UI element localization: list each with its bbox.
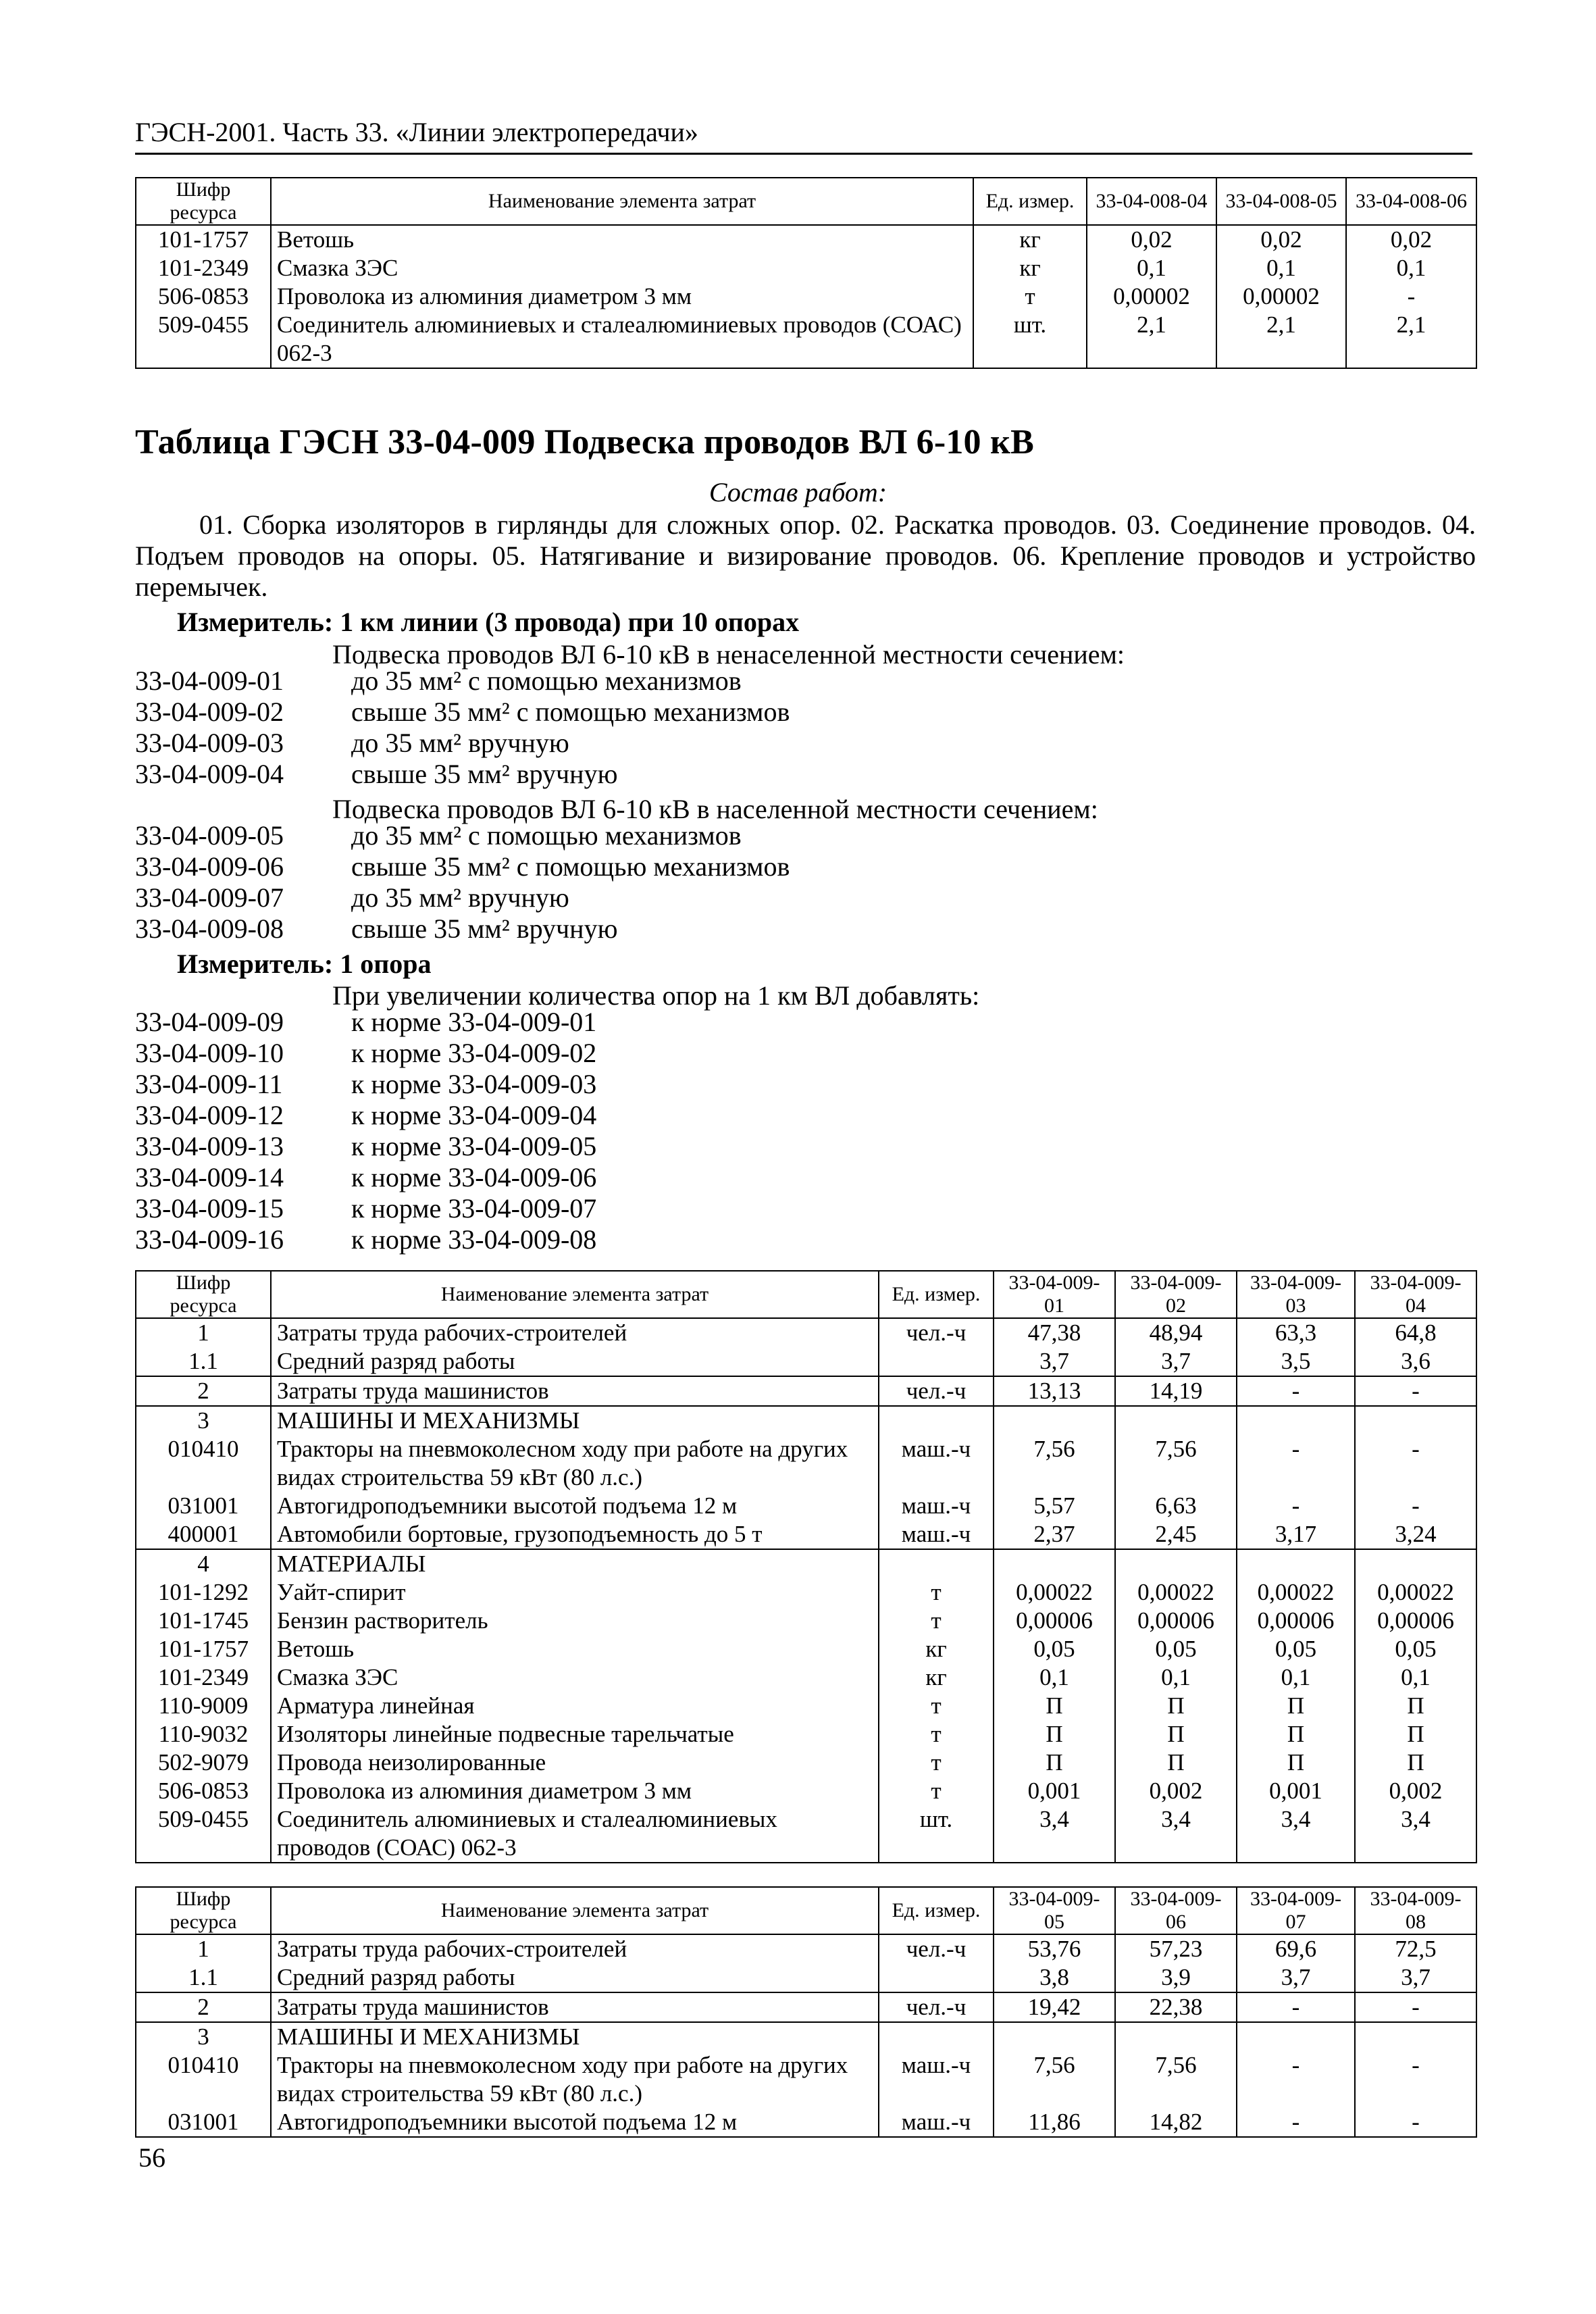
header-col: 33-04-009-02	[1115, 1271, 1237, 1318]
cell-code: 101-1292	[136, 1578, 271, 1607]
spec-item	[135, 913, 617, 945]
cell-value: 14,19	[1115, 1376, 1237, 1406]
work-description: 01. Сборка изоляторов в гирлянды для сложных опор. 02. Раскатка проводов. 03. Соединение проводов. 04. Подъем проводов на опоры. 05. Натягивание и визирование проводов. 06. Крепление проводов и устройство перемычек.	[135, 509, 1476, 602]
cell-value: 0,02	[1216, 225, 1346, 254]
cell-name: МАШИНЫ И МЕХАНИЗМЫ	[271, 1406, 879, 1435]
cell-unit: шт.	[973, 311, 1087, 368]
spec-text: к норме 33-04-009-05	[351, 1131, 597, 1161]
cell-value: 0,001	[994, 1777, 1115, 1805]
cell-unit	[879, 1963, 994, 1992]
cell-name: Проволока из алюминия диаметром 3 мм	[271, 1777, 879, 1805]
table-row	[136, 1635, 1476, 1663]
cell-value	[1115, 2022, 1237, 2051]
cell-value: 14,82	[1115, 2108, 1237, 2137]
cell-name: Изоляторы линейные подвесные тарельчатые	[271, 1720, 879, 1749]
cell-value: 7,56	[1115, 1435, 1237, 1492]
cell-unit	[879, 2022, 994, 2051]
cell-value: 2,1	[1216, 311, 1346, 368]
work-caption: Состав работ:	[709, 477, 887, 507]
spec-text: свыше 35 мм² с помощью механизмов	[351, 697, 790, 727]
cell-code: 506-0853	[136, 1777, 271, 1805]
cell-code: 101-2349	[136, 1663, 271, 1692]
cell-unit: т	[879, 1749, 994, 1777]
table-row	[136, 1578, 1476, 1607]
cell-value: 0,1	[1115, 1663, 1237, 1692]
spec-code: 33-04-009-15	[135, 1193, 284, 1224]
cell-value: 7,56	[994, 2051, 1115, 2108]
spec-code: 33-04-009-10	[135, 1038, 284, 1068]
cell-value: 0,1	[1355, 1663, 1476, 1692]
cell-unit: т	[973, 282, 1087, 311]
cell-unit: кг	[879, 1663, 994, 1692]
spec-code: 33-04-009-16	[135, 1224, 284, 1255]
cell-unit: чел.-ч	[879, 1992, 994, 2022]
cell-value: П	[1237, 1720, 1355, 1749]
cell-unit	[879, 1406, 994, 1435]
cell-unit: т	[879, 1720, 994, 1749]
spec-code: 33-04-009-09	[135, 1007, 284, 1037]
table-row	[136, 1720, 1476, 1749]
table-row	[136, 1934, 1476, 1963]
cell-name: Тракторы на пневмоколесном ходу при работе на других видах строительства 59 кВт (80 л.с.)	[271, 1435, 879, 1492]
cell-name: МАШИНЫ И МЕХАНИЗМЫ	[271, 2022, 879, 2051]
spec-item	[135, 1007, 596, 1038]
spec-text: до 35 мм² с помощью механизмов	[351, 665, 742, 696]
cell-value: П	[994, 1692, 1115, 1720]
header-col: 33-04-009-04	[1355, 1271, 1476, 1318]
cell-code: 509-0455	[136, 1805, 271, 1863]
cell-code: 031001	[136, 2108, 271, 2137]
header-col: 33-04-009-06	[1115, 1887, 1237, 1934]
cell-value: 2,1	[1346, 311, 1476, 368]
cell-value: 7,56	[994, 1435, 1115, 1492]
cell-unit: т	[879, 1607, 994, 1635]
header-col: 33-04-009-05	[994, 1887, 1115, 1934]
spec-item	[135, 1193, 596, 1224]
cell-value: -	[1237, 1435, 1355, 1492]
cell-unit: т	[879, 1777, 994, 1805]
cell-value: П	[1355, 1720, 1476, 1749]
cell-code: 3	[136, 1406, 271, 1435]
group-heading: Подвеска проводов ВЛ 6-10 кВ в ненаселенной местности сечением:	[332, 639, 1125, 670]
cell-value: 0,00006	[1115, 1607, 1237, 1635]
meter-heading: Измеритель: 1 км линии (3 провода) при 10 опорах	[177, 607, 800, 637]
table-row	[136, 1435, 1476, 1492]
resource-table-009-a	[135, 1270, 1477, 1863]
cell-name: Средний разряд работы	[271, 1347, 879, 1376]
cell-value: 47,38	[994, 1318, 1115, 1347]
cell-code: 031001	[136, 1492, 271, 1520]
table-row	[136, 1549, 1476, 1578]
cell-unit: маш.-ч	[879, 1492, 994, 1520]
cell-name: Соединитель алюминиевых и сталеалюминиевых проводов (СОАС) 062-3	[271, 1805, 879, 1863]
cell-value: 0,02	[1346, 225, 1476, 254]
cell-name: Соединитель алюминиевых и сталеалюминиевых проводов (СОАС) 062-3	[271, 311, 973, 368]
cell-code: 110-9009	[136, 1692, 271, 1720]
cell-name: Затраты труда машинистов	[271, 1376, 879, 1406]
cell-code: 1	[136, 1318, 271, 1347]
cell-value: 0,05	[1115, 1635, 1237, 1663]
spec-item	[135, 1131, 596, 1162]
cell-value: 13,13	[994, 1376, 1115, 1406]
cell-value: -	[1355, 1435, 1476, 1492]
cell-value: 0,002	[1115, 1777, 1237, 1805]
spec-code: 33-04-009-11	[135, 1069, 283, 1099]
spec-item	[135, 697, 790, 728]
cell-value: П	[1115, 1692, 1237, 1720]
cell-value	[994, 1549, 1115, 1578]
cell-name: Арматура линейная	[271, 1692, 879, 1720]
spec-item	[135, 759, 617, 790]
cell-value	[1237, 2022, 1355, 2051]
cell-value: 2,37	[994, 1520, 1115, 1549]
spec-text: до 35 мм² вручную	[351, 882, 569, 913]
cell-value: -	[1355, 1992, 1476, 2022]
page-number: 56	[138, 2142, 165, 2173]
cell-code: 101-2349	[136, 254, 271, 282]
cell-code: 101-1757	[136, 1635, 271, 1663]
spec-item	[135, 1224, 596, 1255]
cell-value: 19,42	[994, 1992, 1115, 2022]
cell-value	[1237, 1406, 1355, 1435]
spec-text: к норме 33-04-009-01	[351, 1007, 597, 1037]
spec-code: 33-04-009-12	[135, 1100, 284, 1130]
cell-value: П	[1115, 1749, 1237, 1777]
cell-value: 0,00002	[1087, 282, 1216, 311]
cell-unit: шт.	[879, 1805, 994, 1863]
cell-value	[1355, 2022, 1476, 2051]
cell-value: -	[1355, 1492, 1476, 1520]
cell-value: 0,05	[1355, 1635, 1476, 1663]
cell-value: 0,1	[994, 1663, 1115, 1692]
cell-value: 3,4	[1237, 1805, 1355, 1863]
header-col: 33-04-009-07	[1237, 1887, 1355, 1934]
header-unit: Ед. измер.	[879, 1271, 994, 1318]
cell-unit: т	[879, 1692, 994, 1720]
cell-unit: кг	[973, 225, 1087, 254]
cell-code: 2	[136, 1992, 271, 2022]
cell-value	[1115, 1406, 1237, 1435]
cell-name: Затраты труда рабочих-строителей	[271, 1318, 879, 1347]
cell-value: 3,9	[1115, 1963, 1237, 1992]
cell-code: 502-9079	[136, 1749, 271, 1777]
cell-value: 0,00022	[1115, 1578, 1237, 1607]
header-col: 33-04-009-03	[1237, 1271, 1355, 1318]
table-row	[136, 1376, 1476, 1406]
spec-item	[135, 665, 742, 697]
cell-value: 0,02	[1087, 225, 1216, 254]
spec-text: до 35 мм² вручную	[351, 728, 569, 758]
cell-code: 3	[136, 2022, 271, 2051]
cell-value: 3,24	[1355, 1520, 1476, 1549]
cell-value: -	[1237, 1492, 1355, 1520]
cell-code: 101-1757	[136, 225, 271, 254]
cell-code: 110-9032	[136, 1720, 271, 1749]
cell-name: Автомобили бортовые, грузоподъемность до 5 т	[271, 1520, 879, 1549]
table-row	[136, 254, 1476, 282]
cell-value: -	[1355, 1376, 1476, 1406]
cell-code: 400001	[136, 1520, 271, 1549]
cell-unit: т	[879, 1578, 994, 1607]
header-name: Наименование элемента затрат	[271, 178, 973, 225]
cell-value: П	[1237, 1692, 1355, 1720]
cell-value: 57,23	[1115, 1934, 1237, 1963]
spec-text: к норме 33-04-009-07	[351, 1193, 597, 1224]
spec-code: 33-04-009-14	[135, 1162, 284, 1192]
cell-value: П	[994, 1749, 1115, 1777]
cell-value: 3,7	[994, 1347, 1115, 1376]
cell-code: 506-0853	[136, 282, 271, 311]
cell-value: 0,00006	[994, 1607, 1115, 1635]
cell-name: Автогидроподъемники высотой подъема 12 м	[271, 2108, 879, 2137]
cell-value: 48,94	[1115, 1318, 1237, 1347]
cell-value: 3,17	[1237, 1520, 1355, 1549]
cell-value: 72,5	[1355, 1934, 1476, 1963]
spec-text: к норме 33-04-009-03	[351, 1069, 597, 1099]
cell-value: 63,3	[1237, 1318, 1355, 1347]
table-row	[136, 2108, 1476, 2137]
header-col: 33-04-008-05	[1216, 178, 1346, 225]
table-row	[136, 1805, 1476, 1863]
cell-value: 0,002	[1355, 1777, 1476, 1805]
cell-value	[1355, 1549, 1476, 1578]
header-unit: Ед. измер.	[879, 1887, 994, 1934]
header-name: Наименование элемента затрат	[271, 1271, 879, 1318]
spec-code: 33-04-009-05	[135, 820, 284, 851]
cell-value: 2,1	[1087, 311, 1216, 368]
spec-code: 33-04-009-08	[135, 913, 284, 944]
table-row	[136, 282, 1476, 311]
cell-unit: чел.-ч	[879, 1318, 994, 1347]
cell-name: Тракторы на пневмоколесном ходу при работе на других видах строительства 59 кВт (80 л.с.)	[271, 2051, 879, 2108]
header-col: 33-04-008-04	[1087, 178, 1216, 225]
table-row	[136, 1520, 1476, 1549]
table-header-row	[136, 1271, 1476, 1318]
table-row	[136, 1992, 1476, 2022]
cell-value	[1355, 1406, 1476, 1435]
spec-item	[135, 1038, 596, 1069]
cell-value: П	[994, 1720, 1115, 1749]
cell-value: 5,57	[994, 1492, 1115, 1520]
cell-value: 0,001	[1237, 1777, 1355, 1805]
cell-unit: маш.-ч	[879, 1435, 994, 1492]
table-row	[136, 1749, 1476, 1777]
cell-name: Проволока из алюминия диаметром 3 мм	[271, 282, 973, 311]
cell-value: 53,76	[994, 1934, 1115, 1963]
cell-value	[1115, 1549, 1237, 1578]
cell-name: Затраты труда рабочих-строителей	[271, 1934, 879, 1963]
header-col: 33-04-009-08	[1355, 1887, 1476, 1934]
cell-value: -	[1237, 1376, 1355, 1406]
cell-value: -	[1237, 1992, 1355, 2022]
cell-value: 11,86	[994, 2108, 1115, 2137]
cell-unit: маш.-ч	[879, 1520, 994, 1549]
group-heading: При увеличении количества опор на 1 км ВЛ добавлять:	[332, 980, 980, 1011]
header-col: 33-04-009-01	[994, 1271, 1115, 1318]
cell-value: -	[1346, 282, 1476, 311]
cell-value: 3,6	[1355, 1347, 1476, 1376]
cell-code: 1.1	[136, 1963, 271, 1992]
cell-value: 0,1	[1237, 1663, 1355, 1692]
cell-name: Смазка ЗЭС	[271, 1663, 879, 1692]
cell-name: Автогидроподъемники высотой подъема 12 м	[271, 1492, 879, 1520]
cell-value: -	[1355, 2051, 1476, 2108]
spec-text: к норме 33-04-009-06	[351, 1162, 597, 1192]
table-body	[136, 1934, 1476, 2137]
spec-item	[135, 851, 790, 882]
cell-value: 0,1	[1346, 254, 1476, 282]
table-row	[136, 1963, 1476, 1992]
cell-value: 0,1	[1216, 254, 1346, 282]
cell-value: 3,7	[1115, 1347, 1237, 1376]
cell-value: 0,00022	[994, 1578, 1115, 1607]
cell-value: 3,4	[1115, 1805, 1237, 1863]
cell-value: П	[1355, 1692, 1476, 1720]
cell-code: 010410	[136, 2051, 271, 2108]
spec-item	[135, 1069, 596, 1100]
cell-unit: маш.-ч	[879, 2108, 994, 2137]
spec-item	[135, 728, 569, 759]
cell-unit: чел.-ч	[879, 1376, 994, 1406]
cell-code: 010410	[136, 1435, 271, 1492]
cell-code: 509-0455	[136, 311, 271, 368]
cell-value: 0,00022	[1355, 1578, 1476, 1607]
table-row	[136, 1607, 1476, 1635]
spec-code: 33-04-009-02	[135, 697, 284, 727]
cell-code: 1.1	[136, 1347, 271, 1376]
cell-unit: маш.-ч	[879, 2051, 994, 2108]
table-header-row	[136, 178, 1476, 225]
spec-code: 33-04-009-04	[135, 759, 284, 789]
spec-text: к норме 33-04-009-04	[351, 1100, 597, 1130]
table-row	[136, 225, 1476, 254]
header-code: Шифр ресурса	[136, 1887, 271, 1934]
cell-unit	[879, 1549, 994, 1578]
spec-code: 33-04-009-07	[135, 882, 284, 913]
cell-value: 0,00006	[1237, 1607, 1355, 1635]
table-row	[136, 1663, 1476, 1692]
table-body	[136, 225, 1476, 368]
cell-value: 64,8	[1355, 1318, 1476, 1347]
table-row	[136, 2051, 1476, 2108]
header-code: Шифр ресурса	[136, 1271, 271, 1318]
running-head: ГЭСН-2001. Часть 33. «Линии электропередачи»	[135, 116, 1472, 155]
table-row	[136, 1692, 1476, 1720]
cell-unit	[879, 1347, 994, 1376]
resource-table-008	[135, 177, 1477, 369]
cell-value	[994, 1406, 1115, 1435]
cell-name: Ветошь	[271, 225, 973, 254]
cell-name: Бензин растворитель	[271, 1607, 879, 1635]
cell-value: 22,38	[1115, 1992, 1237, 2022]
group-heading: Подвеска проводов ВЛ 6-10 кВ в населенной местности сечением:	[332, 794, 1098, 824]
table-row	[136, 2022, 1476, 2051]
cell-name: Смазка ЗЭС	[271, 254, 973, 282]
cell-value: -	[1237, 2108, 1355, 2137]
spec-item	[135, 1162, 596, 1193]
cell-name: Затраты труда машинистов	[271, 1992, 879, 2022]
cell-value: 3,5	[1237, 1347, 1355, 1376]
cell-code: 2	[136, 1376, 271, 1406]
cell-value: 3,8	[994, 1963, 1115, 1992]
cell-name: Ветошь	[271, 1635, 879, 1663]
table-row	[136, 1777, 1476, 1805]
meter-heading: Измеритель: 1 опора	[177, 949, 432, 979]
cell-value: -	[1237, 2051, 1355, 2108]
spec-text: свыше 35 мм² вручную	[351, 913, 618, 944]
spec-item	[135, 820, 742, 851]
cell-code: 1	[136, 1934, 271, 1963]
table-row	[136, 1406, 1476, 1435]
spec-code: 33-04-009-03	[135, 728, 284, 758]
cell-value: 3,4	[994, 1805, 1115, 1863]
table-row	[136, 1492, 1476, 1520]
cell-value: 0,05	[994, 1635, 1115, 1663]
cell-value: 3,4	[1355, 1805, 1476, 1863]
table-row	[136, 1347, 1476, 1376]
spec-code: 33-04-009-13	[135, 1131, 284, 1161]
cell-value: 0,00002	[1216, 282, 1346, 311]
spec-text: до 35 мм² с помощью механизмов	[351, 820, 742, 851]
spec-text: к норме 33-04-009-02	[351, 1038, 597, 1068]
cell-value: 0,00022	[1237, 1578, 1355, 1607]
spec-code: 33-04-009-06	[135, 851, 284, 882]
spec-text: свыше 35 мм² вручную	[351, 759, 618, 789]
cell-value	[994, 2022, 1115, 2051]
cell-value	[1237, 1549, 1355, 1578]
cell-value: П	[1237, 1749, 1355, 1777]
header-unit: Ед. измер.	[973, 178, 1087, 225]
resource-table-009-b	[135, 1886, 1477, 2138]
header-col: 33-04-008-06	[1346, 178, 1476, 225]
cell-name: Уайт-спирит	[271, 1578, 879, 1607]
cell-unit: кг	[973, 254, 1087, 282]
table-row	[136, 1318, 1476, 1347]
table-header-row	[136, 1887, 1476, 1934]
table-body	[136, 1318, 1476, 1863]
cell-unit: кг	[879, 1635, 994, 1663]
cell-name: Провода неизолированные	[271, 1749, 879, 1777]
spec-code: 33-04-009-01	[135, 665, 284, 696]
cell-value: 2,45	[1115, 1520, 1237, 1549]
spec-text: к норме 33-04-009-08	[351, 1224, 597, 1255]
cell-value: П	[1115, 1720, 1237, 1749]
cell-value: 0,1	[1087, 254, 1216, 282]
spec-item	[135, 1100, 596, 1131]
cell-name: МАТЕРИАЛЫ	[271, 1549, 879, 1578]
cell-value: 3,7	[1355, 1963, 1476, 1992]
spec-item	[135, 882, 569, 913]
table-row	[136, 311, 1476, 368]
cell-value: 3,7	[1237, 1963, 1355, 1992]
cell-code: 4	[136, 1549, 271, 1578]
cell-value: 0,05	[1237, 1635, 1355, 1663]
cell-value: 69,6	[1237, 1934, 1355, 1963]
cell-unit: чел.-ч	[879, 1934, 994, 1963]
header-name: Наименование элемента затрат	[271, 1887, 879, 1934]
cell-value: П	[1355, 1749, 1476, 1777]
spec-text: свыше 35 мм² с помощью механизмов	[351, 851, 790, 882]
cell-value: 6,63	[1115, 1492, 1237, 1520]
header-code: Шифр ресурса	[136, 178, 271, 225]
cell-name: Средний разряд работы	[271, 1963, 879, 1992]
cell-value: 0,00006	[1355, 1607, 1476, 1635]
cell-value: 7,56	[1115, 2051, 1237, 2108]
cell-code: 101-1745	[136, 1607, 271, 1635]
section-title: Таблица ГЭСН 33-04-009 Подвеска проводов ВЛ 6-10 кВ	[135, 423, 1034, 461]
cell-value: -	[1355, 2108, 1476, 2137]
